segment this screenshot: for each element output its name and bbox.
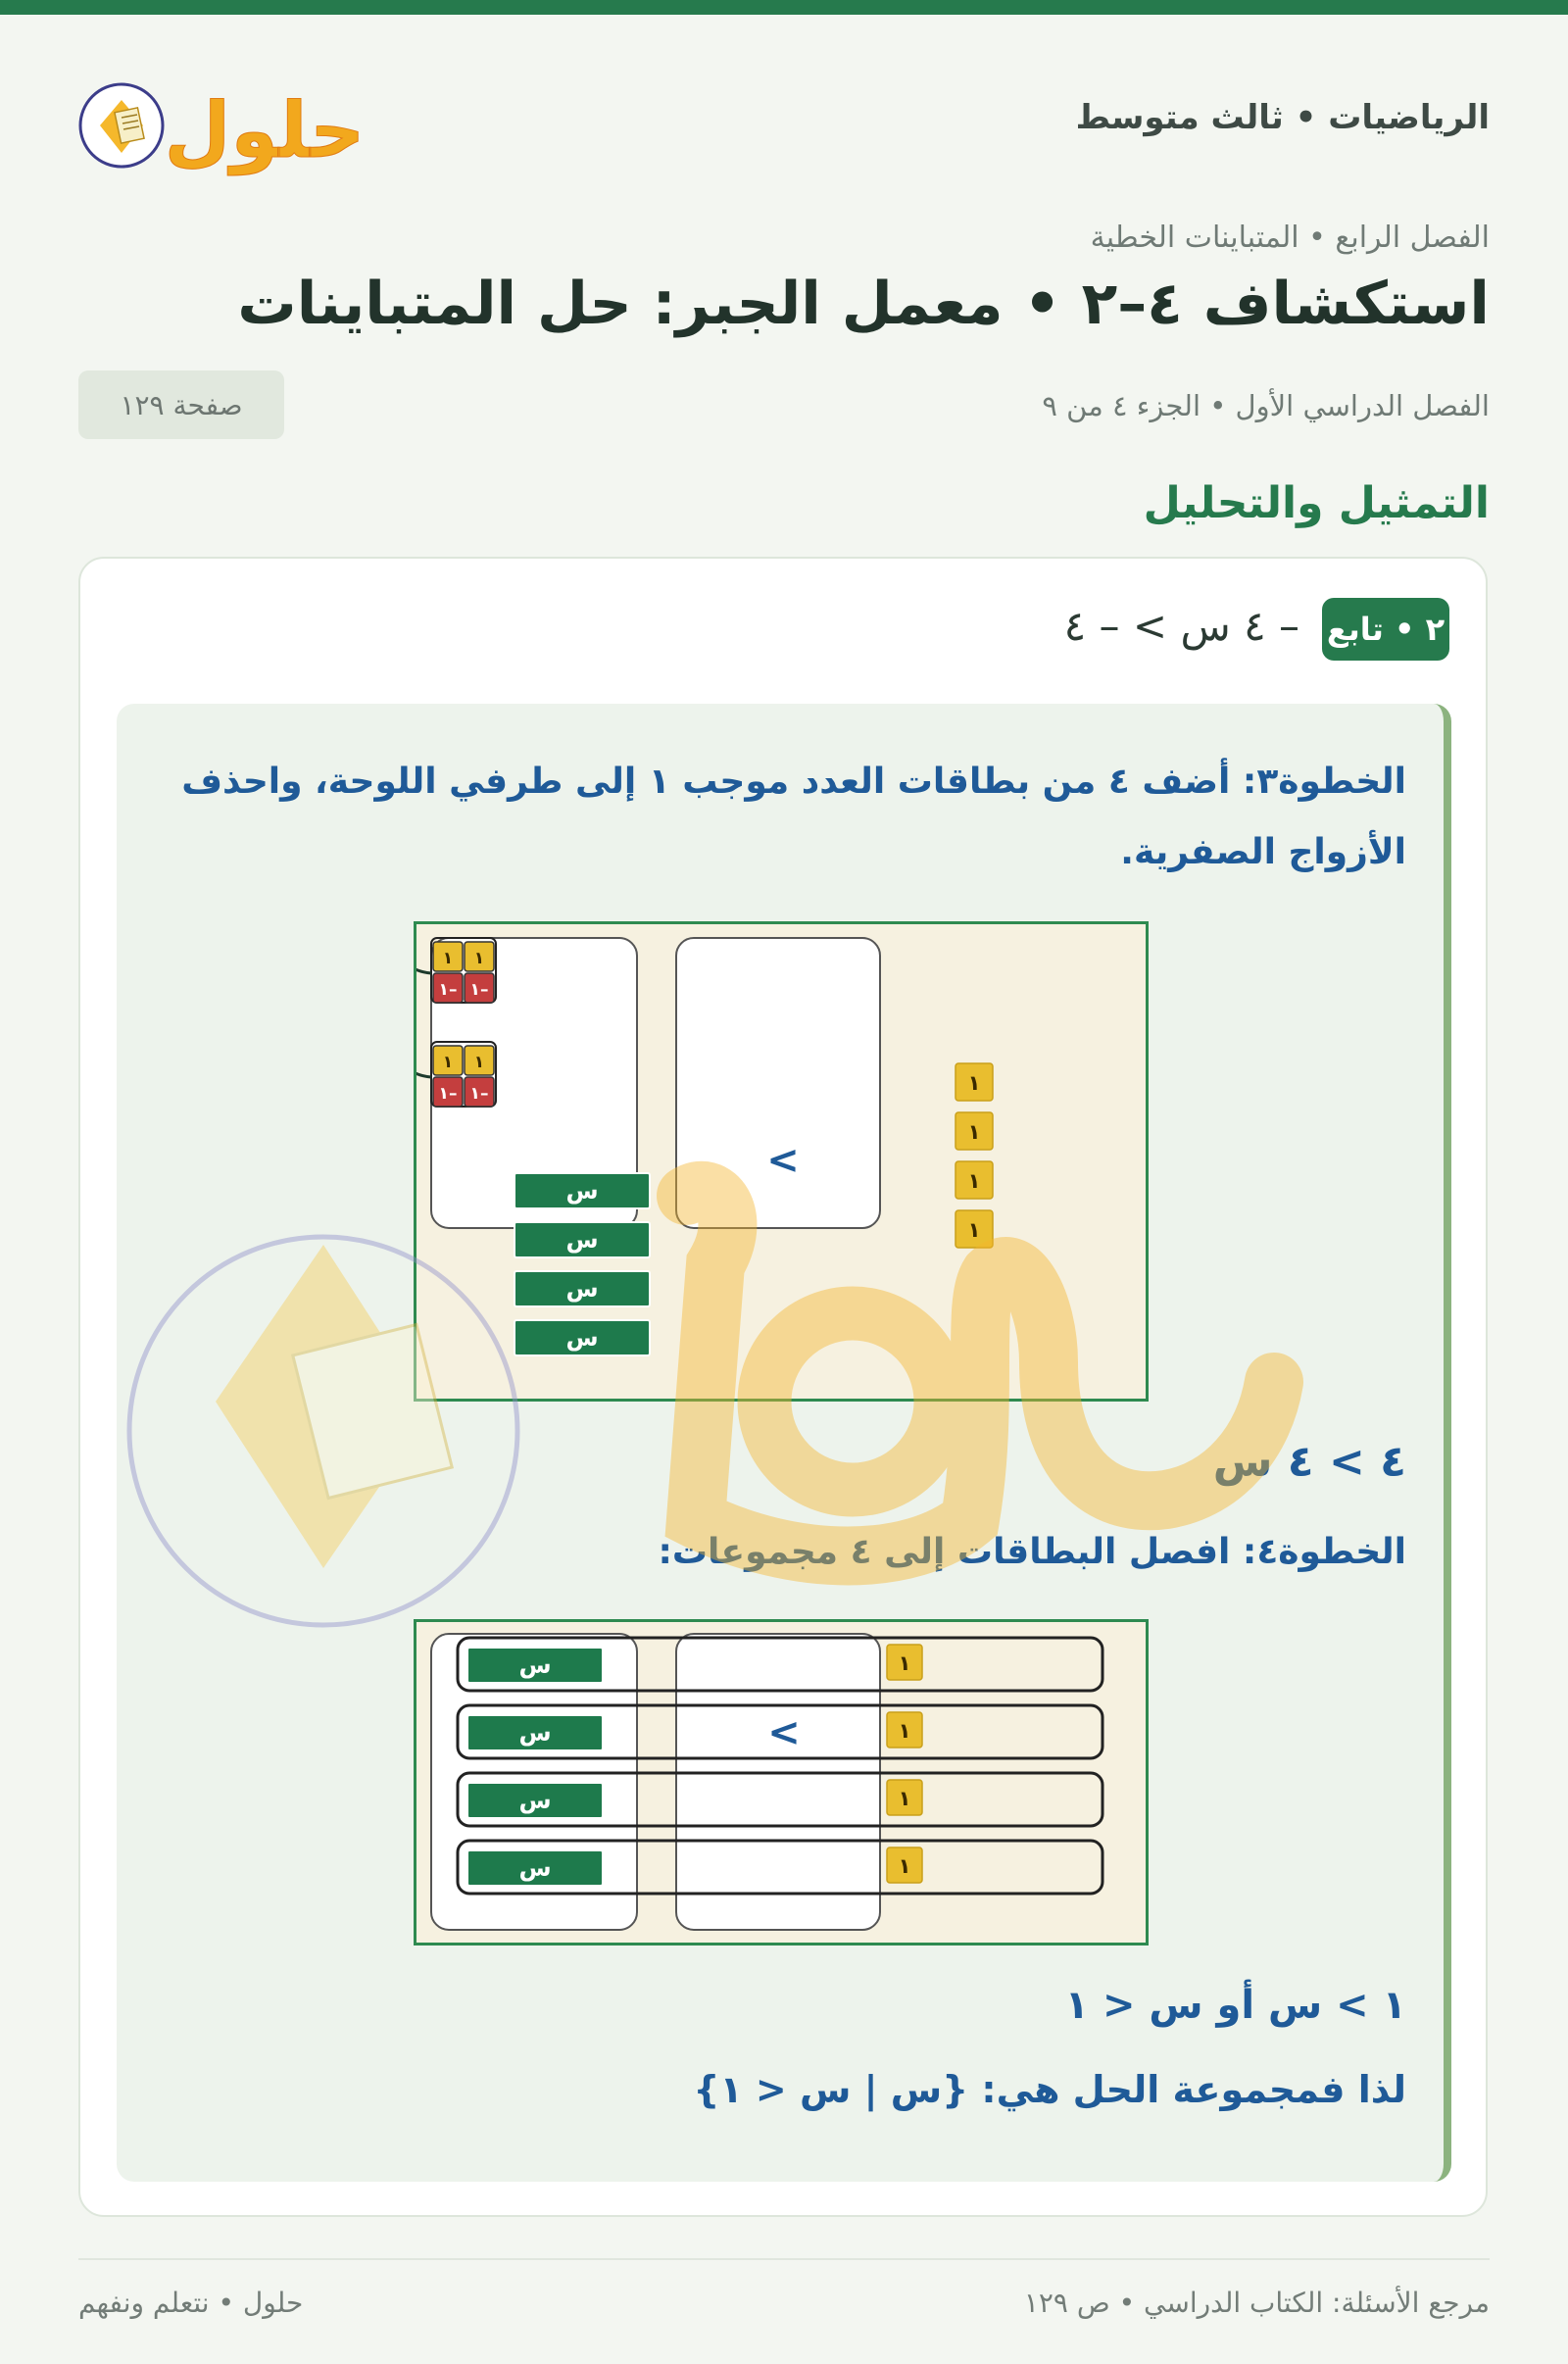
algebra-tiles-diagram-step3 bbox=[416, 924, 1146, 1399]
x-tile-label: س bbox=[518, 1787, 552, 1814]
remove-arrow bbox=[416, 1040, 431, 1077]
one-tile-label: ١ bbox=[898, 1787, 911, 1810]
logo-wordmark: حلول bbox=[164, 87, 366, 175]
x-tile-label: س bbox=[565, 1226, 599, 1254]
one-tile-label: ١ bbox=[473, 1053, 485, 1072]
section-title: التمثيل والتحليل bbox=[1143, 478, 1490, 528]
x-tile-label: س bbox=[518, 1719, 552, 1747]
x-tile-label: س bbox=[518, 1651, 552, 1679]
one-tile-label: ١ bbox=[442, 1053, 454, 1072]
neg-one-tile-label: –١ bbox=[438, 980, 458, 1000]
subject-grade-label: الرياضيات • ثالث متوسط bbox=[1075, 98, 1490, 137]
one-tiles-right bbox=[956, 1063, 993, 1248]
footer-brand[interactable]: حلول • نتعلم ونفهم bbox=[78, 2287, 304, 2319]
one-tile-label: ١ bbox=[898, 1719, 911, 1743]
x-tile-label: س bbox=[565, 1324, 599, 1352]
one-tile-label: ١ bbox=[967, 1120, 981, 1144]
chapter-label: الفصل الرابع • المتباينات الخطية bbox=[1090, 221, 1490, 255]
semester-part-label: الفصل الدراسي الأول • الجزء ٤ من ٩ bbox=[1042, 389, 1490, 422]
one-tile-label: ١ bbox=[473, 949, 485, 968]
page-header bbox=[78, 59, 1490, 176]
step4-text: الخطوة٤: افصل البطاقات إلى ٤ مجموعات: bbox=[658, 1532, 1406, 1572]
solution-panel bbox=[117, 704, 1451, 2182]
page-title: استكشاف ٤–٢ • معمل الجبر: حل المتباينات bbox=[237, 270, 1490, 338]
x-tile-label: س bbox=[565, 1177, 599, 1205]
solution-set: لذا فمجموعة الحل هي: {س | س < ١} bbox=[693, 2068, 1406, 2111]
one-tile-label: ١ bbox=[967, 1218, 981, 1242]
one-tile-label: ١ bbox=[898, 1651, 911, 1675]
one-tile-label: ١ bbox=[898, 1854, 911, 1878]
neg-one-tile-label: –١ bbox=[469, 980, 489, 1000]
problem-inequality: – ٤ س > – ٤ bbox=[1063, 602, 1299, 650]
mat-right-side bbox=[676, 1634, 880, 1930]
footer-divider bbox=[78, 2258, 1490, 2260]
algebra-tiles-mat-step3 bbox=[414, 921, 1149, 1402]
question-card bbox=[78, 557, 1488, 2217]
x-tile-label: س bbox=[518, 1854, 552, 1882]
algebra-tiles-diagram-step4 bbox=[416, 1622, 1146, 1943]
inequality-sign: > bbox=[767, 1710, 801, 1755]
step3-text: الخطوة٣: أضف ٤ من بطاقات العدد موجب ١ إلى طرفي اللوحة، واحذف الأزواج الصفرية. bbox=[181, 762, 1406, 872]
one-tile-label: ١ bbox=[442, 949, 454, 968]
step4-result: ١ > س أو س < ١ bbox=[1064, 1983, 1406, 2028]
x-tile-label: س bbox=[565, 1275, 599, 1303]
neg-one-tile-label: –١ bbox=[438, 1084, 458, 1104]
top-accent-bar bbox=[0, 0, 1568, 15]
one-tile-label: ١ bbox=[967, 1169, 981, 1193]
page-number-badge: صفحة ١٢٩ bbox=[78, 370, 284, 439]
remove-arrow bbox=[416, 936, 431, 973]
hulul-logo[interactable] bbox=[78, 59, 372, 186]
step3-result: ٤ > ٤ س bbox=[1212, 1437, 1406, 1487]
question-number-badge: ٢ • تابع bbox=[1322, 598, 1449, 661]
neg-one-tile-label: –١ bbox=[469, 1084, 489, 1104]
inequality-sign: > bbox=[766, 1138, 800, 1183]
one-tile-label: ١ bbox=[967, 1071, 981, 1095]
x-tiles-left bbox=[514, 1173, 650, 1355]
algebra-tiles-mat-step4 bbox=[414, 1619, 1149, 1945]
mat-right-side bbox=[676, 938, 880, 1228]
footer-reference: مرجع الأسئلة: الكتاب الدراسي • ص ١٢٩ bbox=[1023, 2287, 1490, 2319]
